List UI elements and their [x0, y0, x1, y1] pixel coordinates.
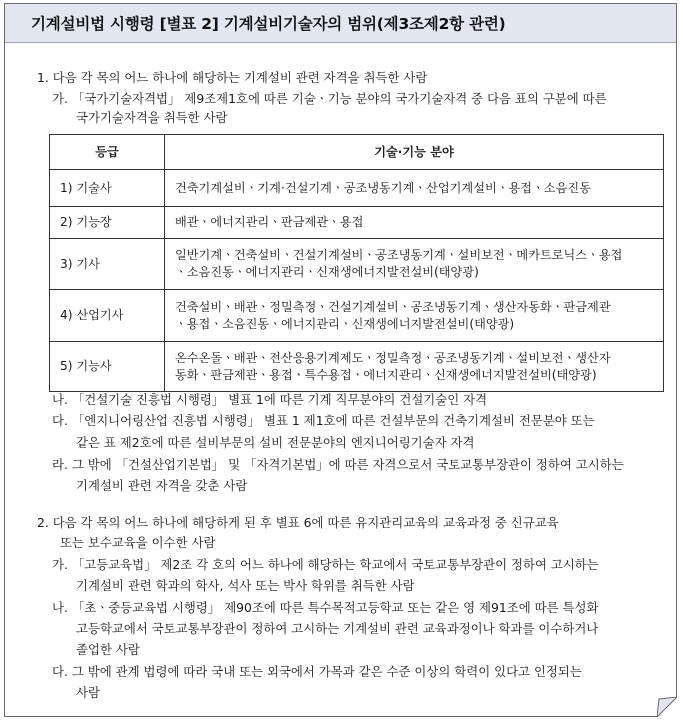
grade-cell: 3) 기사 [50, 239, 165, 290]
table-row [50, 207, 664, 239]
table-row [50, 239, 664, 290]
document-frame [4, 3, 677, 717]
section-2-item-ga-cont: 기계설비 관련 학과의 학사, 석사 또는 박사 학위를 취득한 사람 [76, 578, 415, 593]
grade-cell: 2) 기능장 [50, 207, 165, 239]
fields-text: 건축설비ㆍ배관ㆍ정밀측정ㆍ건설기계설비ㆍ공조냉동기계ㆍ생산자동화ㆍ판금제관 [175, 299, 611, 314]
section-2-heading-cont: 또는 보수교육을 이수한 사람 [60, 535, 216, 550]
section-2-item-da-cont: 사람 [76, 685, 100, 700]
fields-cell [165, 290, 664, 342]
section-2-item-da: 다. 그 밖에 관계 법령에 따라 국내 또는 외국에서 가목과 같은 수준 이상의 학력이 있다고 인정되는 [52, 664, 582, 679]
document-title: 기계설비법 시행령 [별표 2] 기계설비기술자의 범위(제3조제2항 관련) [31, 15, 506, 33]
fields-text: 동화ㆍ판금제관ㆍ용접ㆍ특수용접ㆍ에너지관리ㆍ신재생에너지발전설비(태양광) [175, 367, 597, 382]
fields-text: ㆍ소음진동ㆍ에너지관리ㆍ신재생에너지발전설비(태양광) [175, 265, 479, 279]
section-1-item-da: 다. 「엔지니어링산업 진흥법 시행령」 별표 1 제1호에 따른 건설부문의 건축기계설비 전문분야 또는 [52, 413, 595, 428]
fields-text: 배관ㆍ에너지관리ㆍ판금제관ㆍ용접 [175, 215, 364, 229]
section-2-heading: 2. 다음 각 목의 어느 하나에 해당하게 된 후 별표 6에 따른 유지관리교육의 교육과정 중 신규교육 [37, 515, 559, 530]
table-row [50, 170, 664, 207]
fields-cell [165, 207, 664, 239]
fields-cell [165, 342, 664, 392]
section-1-item-na: 나. 「건설기술 진흥법 시행령」 별표 1에 따른 기계 직무분야의 건설기술인 자격 [52, 392, 488, 407]
section-1-heading: 1. 다음 각 목의 어느 하나에 해당하는 기계설비 관련 자격을 취득한 사람 [37, 70, 428, 85]
grade-cell: 1) 기술사 [50, 170, 165, 207]
table-row [50, 342, 664, 392]
fields-text: 일반기계ㆍ건축설비ㆍ건설기계설비ㆍ공조냉동기계ㆍ설비보전ㆍ메카트로닉스ㆍ용접 [175, 248, 623, 262]
fields-text: 온수온돌ㆍ배관ㆍ전산응용기계제도ㆍ정밀측정ㆍ공조냉동기계ㆍ설비보전ㆍ생산자 [175, 350, 611, 365]
fields-text: ㆍ용접ㆍ소음진동ㆍ에너지관리ㆍ신재생에너지발전설비(태양광) [175, 316, 515, 331]
section-1-item-da-cont: 같은 표 제2호에 따른 설비부문의 설비 전문분야의 엔지니어링기술자 자격 [76, 435, 475, 450]
grade-cell: 5) 기능사 [50, 342, 165, 392]
section-2-item-ga: 가. 「고등교육법」 제2조 각 호의 어느 하나에 해당하는 학교에서 국토교통부장관이 정하여 고시하는 [52, 557, 599, 572]
section-1-item-ra-cont: 기계설비 관련 자격을 갖춘 사람 [76, 478, 248, 493]
section-1-item-ra: 라. 그 밖에 「건설산업기본법」 및 「자격기본법」에 따른 자격으로서 국토교통부장관이 정하여 고시하는 [52, 457, 624, 472]
table-row [50, 290, 664, 342]
fields-text: 건축기계설비ㆍ기계·건설기계ㆍ공조냉동기계ㆍ산업기계설비ㆍ용접ㆍ소음진동 [175, 180, 591, 195]
section-1-item-ga: 가. 「국가기술자격법」 제9조제1호에 따른 기술ㆍ기능 분야의 국가기술자격 중 다음 표의 구분에 따른 [52, 91, 607, 106]
section-1-item-ga-cont: 국가기술자격을 취득한 사람 [76, 110, 228, 125]
table-header-fields: 기술·기능 분야 [165, 135, 664, 170]
qualification-table [49, 134, 664, 392]
section-2-item-na-cont2: 졸업한 사람 [76, 642, 140, 657]
fields-cell [165, 239, 664, 290]
document-body [5, 4, 676, 716]
grade-cell: 4) 산업기사 [50, 290, 165, 342]
table-header-grade: 등급 [50, 135, 165, 170]
page-fold-icon [657, 697, 677, 717]
section-2-item-na-cont: 고등학교에서 국토교통부장관이 정하여 고시하는 기계설비 관련 교육과정이나 학과를 이수하거나 [76, 621, 599, 636]
fields-cell [165, 170, 664, 207]
section-2-item-na: 나. 「초ㆍ중등교육법 시행령」 제90조에 따른 특수목적고등학교 또는 같은 영 제91조에 따른 특성화 [52, 600, 599, 615]
table-header-row [50, 135, 664, 170]
